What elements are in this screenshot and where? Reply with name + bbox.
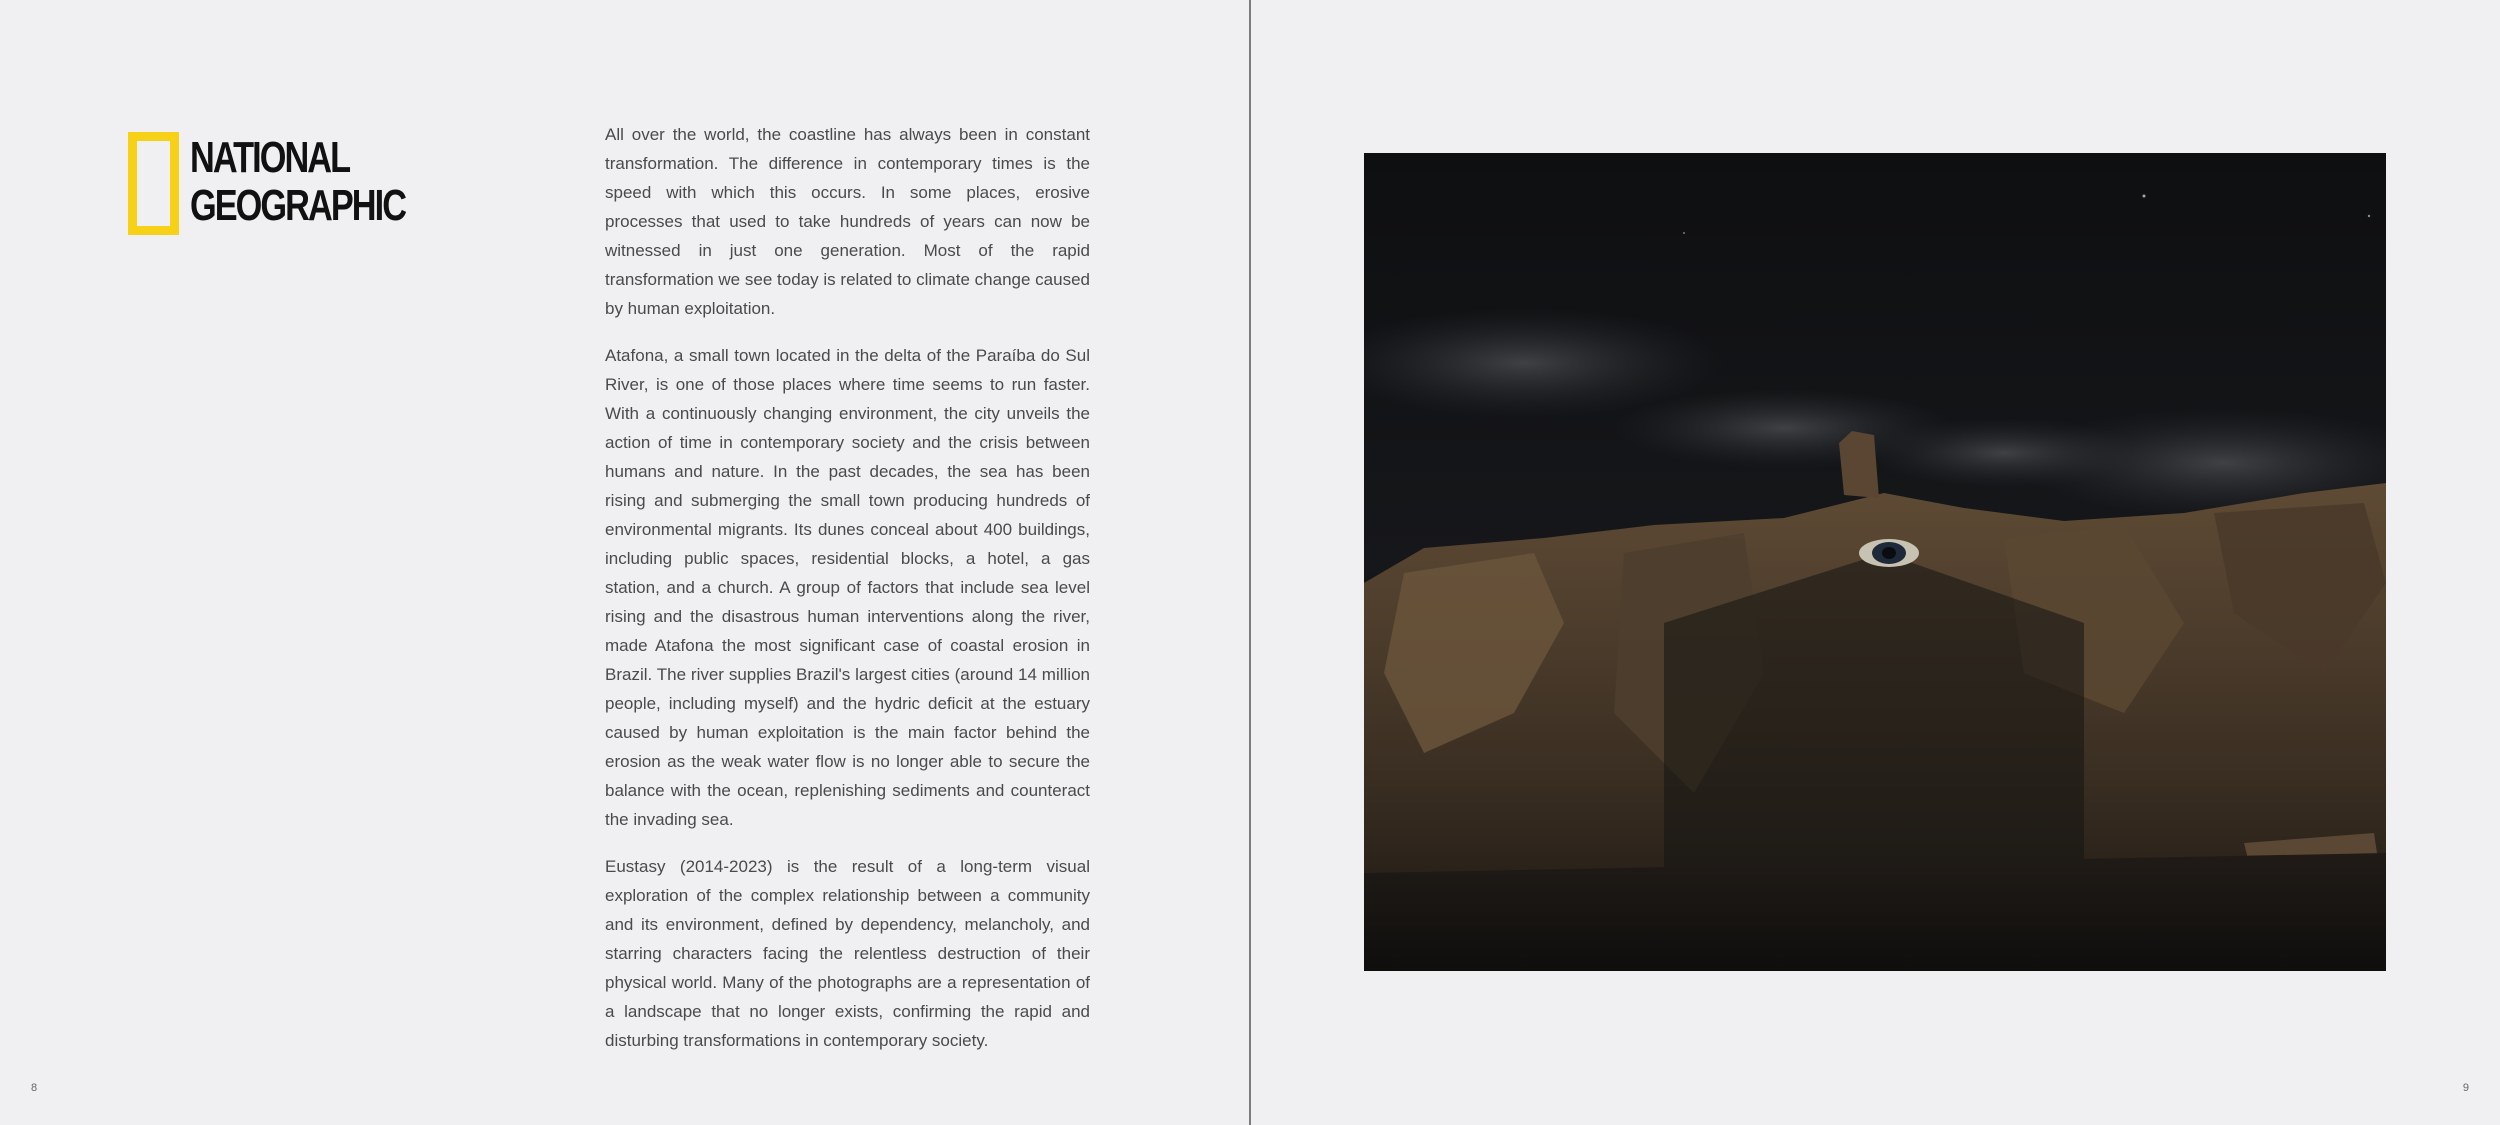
page-number-left: 8 [31, 1082, 38, 1094]
paragraph-3: Eustasy (2014-2023) is the result of a long-term visual exploration of the complex relationship between a community and its environment, defined by dependency, melancholy, and starring characters facing the relentless destruction of their physical world. Many of the photographs are a representation of a landscape that no longer exists, confirming the rapid and disturbing transformations in contemporary society. [605, 857, 1090, 1050]
paragraph-1: All over the world, the coastline has always been in constant transformation. The difference in contemporary times is the speed with which this occurs. In some places, erosive processes that used to take hundreds of years can now be witnessed in just one generation. Most of the rapid transformation we see today is related to climate change caused by human exploitation. [605, 125, 1090, 318]
paragraph-2: Atafona, a small town located in the delta of the Paraíba do Sul River, is one of those places where time seems to run faster. With a continuously changing environment, the city unveils the action of time in contemporary society and the crisis between humans and nature. In the past decades, the sea has been rising and submerging the small town producing hundreds of environmental migrants. Its dunes conceal about 400 buildings, including public spaces, residential blocks, a hotel, a gas station, and a church. A group of factors that include sea level rising and the disastrous human interventions along the river, made Atafona the most significant case of coastal erosion in Brazil. The river supplies Brazil's largest cities (around 14 million people, including myself) and the hydric deficit at the estuary caused by human exploitation is the main factor behind the erosion as the weak water flow is no longer able to secure the balance with the ocean, replenishing sediments and counteract the invading sea. [605, 346, 1090, 829]
article-text [605, 120, 1090, 1073]
page-number-right: 9 [2462, 1082, 2469, 1094]
national-geographic-logo [128, 132, 406, 236]
left-page [0, 0, 1249, 1125]
logo-line-1: NATIONAL [190, 133, 350, 182]
yellow-border-icon [128, 132, 179, 235]
right-page [1251, 0, 2500, 1125]
night-ruins-photo [1364, 153, 2386, 971]
logo-wordmark [190, 134, 405, 230]
logo-line-2: GEOGRAPHIC [190, 181, 406, 230]
